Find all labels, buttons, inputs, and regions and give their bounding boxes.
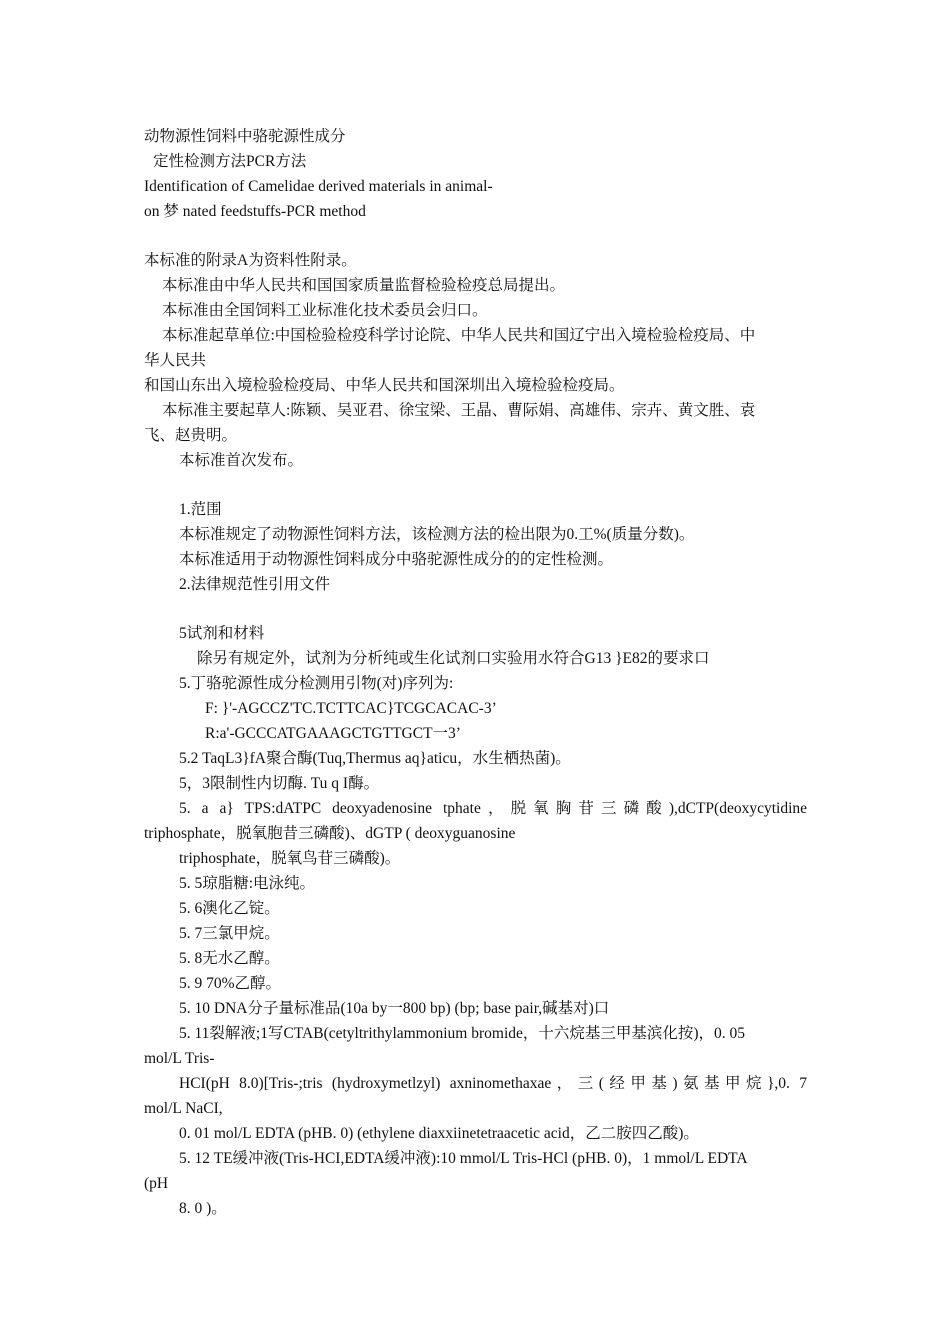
item-5-12: 5. 12 TE缓冲液(Tris-HCI,EDTA缓冲液):10 mmol/L Tris-HCl (pHB. 0)，1 mmol/L EDTA (179, 1150, 748, 1167)
item-5-8: 5. 8无水乙醇。 (179, 950, 280, 967)
section-5-heading: 5试剂和材料 (179, 625, 265, 642)
title-line-2: 定性检测方法PCR方法 (153, 153, 307, 170)
section-1-paragraph-2: 本标准适用于动物源性饲料成分中骆驼源性成分的的定性检测。 (179, 551, 614, 568)
item-5-3: 5，3限制性内切酶. Tu q I酶。 (179, 775, 380, 792)
foreword-annex-note: 本标准的附录A为资料性附录。 (144, 252, 357, 269)
item-5-7: 5. 7三氯甲烷。 (179, 925, 280, 942)
item-5-11-cont-4: 0. 01 mol/L EDTA (pHB. 0) (ethylene diaxxiinetetraacetic acid，乙二胺四乙酸)。 (179, 1125, 699, 1142)
section-5-intro: 除另有规定外，试剂为分析纯或生化试剂口实验用水符合G13 }E82的要求口 (197, 650, 710, 667)
foreword-drafters-cont: 飞、赵贵明。 (144, 427, 238, 444)
section-1-heading: 1.范围 (179, 501, 222, 518)
item-5-11-cont-3: mol/L NaCI, (144, 1100, 223, 1117)
section-1-paragraph-1: 本标准规定了动物源性饲料方法，该检测方法的检出限为0.工%(质量分数)。 (179, 526, 695, 543)
item-5-10: 5. 10 DNA分子量标准品(10a by一800 bp) (bp; base pair,碱基对)口 (179, 1000, 610, 1017)
item-5-4: 5. a a} TPS:dATPC deoxyadenosine tphate，脱氧胸苷三磷酸),dCTP(deoxycytidine (179, 800, 807, 817)
english-title-line-1: Identification of Camelidae derived materials in animal- (144, 178, 493, 195)
title-line-1: 动物源性饲料中骆驼源性成分 (144, 128, 346, 145)
item-5-11: 5. 11裂解液;1写CTAB(cetyltrithylammonium bromide，十六烷基三甲基滨化按)，0. 05 (179, 1025, 746, 1042)
item-5-4-cont: triphosphate，脱氧胞昔三磷酸)、dGTP ( deoxyguanosine (144, 825, 516, 842)
primer-reverse: R:a'-GCCCATGAAAGCTGTTGCT一3’ (205, 725, 461, 742)
item-5-9: 5. 9 70%乙醇。 (179, 975, 282, 992)
item-5-2: 5.2 TaqL3}fA聚合酶(Tuq,Thermus aq}aticu，水生栖热菌)。 (179, 750, 571, 767)
item-5-5: 5. 5琼脂糖:电泳纯。 (179, 875, 316, 892)
foreword-centralized-by: 本标准由全国饲料工业标准化技术委员会归口。 (162, 302, 488, 319)
item-5-12-cont: (pH (144, 1175, 169, 1192)
english-title-line-2: on 梦 nated feedstuffs-PCR method (144, 203, 366, 220)
foreword-drafting-units: 本标准起草单位:中国检验检疫科学讨论院、中华人民共和国辽宁出入境检验检疫局、中 (162, 327, 756, 344)
item-5-6: 5. 6澳化乙锭。 (179, 900, 280, 917)
foreword-first-issue: 本标准首次发布。 (179, 452, 304, 469)
item-5-11-cont: mol/L Tris- (144, 1050, 215, 1067)
foreword-drafters: 本标准主要起草人:陈颖、吴亚君、徐宝梁、王晶、曹际娟、高雄伟、宗卉、黄文胜、袁 (162, 402, 756, 419)
foreword-drafting-units-cont-2: 和国山东出入境检验检疫局、中华人民共和国深圳出入境检验检疫局。 (144, 377, 625, 394)
primer-forward: F: }'-AGCCZ'TC.TCTTCAC}TCGCACAC-3’ (205, 700, 497, 717)
foreword-proposed-by: 本标准由中华人民共和国国家质量监督检验检疫总局提出。 (162, 277, 566, 294)
item-5-11-cont-2: HCI(pH 8.0)[Tris-;tris (hydroxymetlzyl) axninomethaxae，三(经甲基)氨基甲烷},0. 7 (179, 1075, 807, 1092)
item-5-1-primers: 5.丁骆驼源性成分检测用引物(对)序列为: (179, 675, 454, 692)
item-5-4-cont-2: triphosphate，脱氧鸟苷三磷酸)。 (179, 850, 401, 867)
section-2-heading: 2.法律规范性引用文件 (179, 576, 331, 593)
foreword-drafting-units-cont: 华人民共 (144, 352, 207, 369)
item-5-12-cont-2: 8. 0 )。 (179, 1200, 227, 1217)
